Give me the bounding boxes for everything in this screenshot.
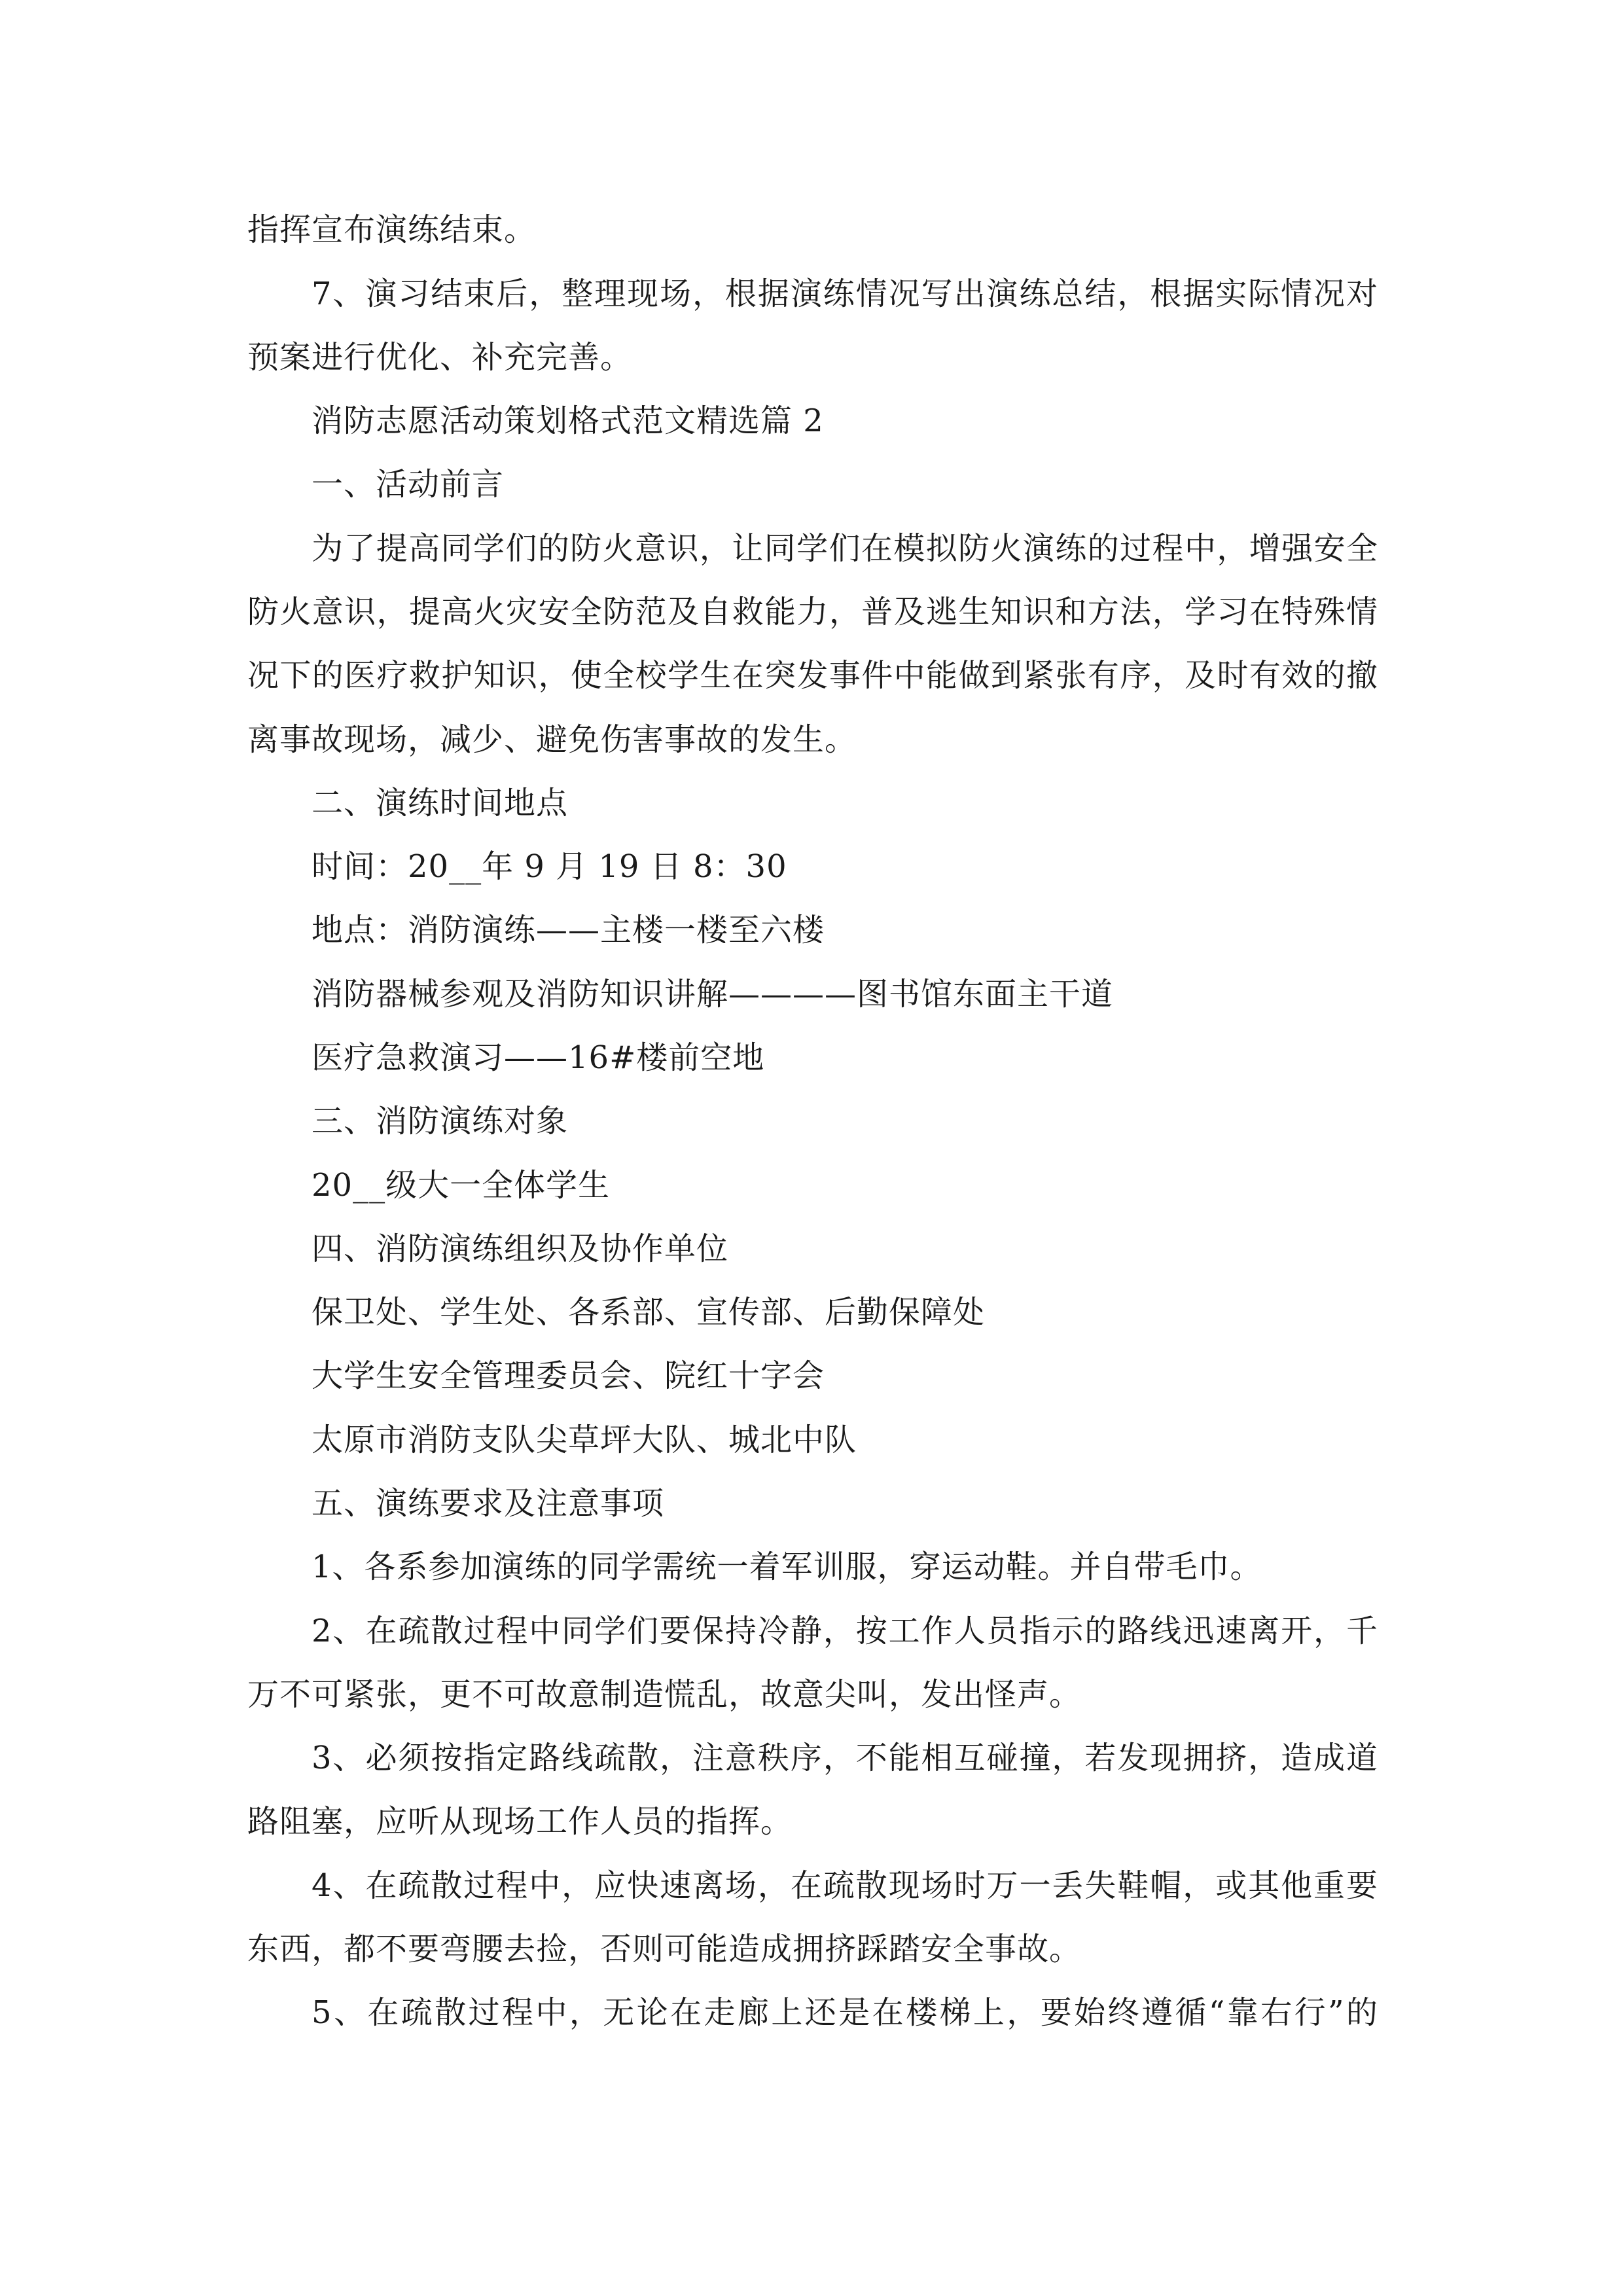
line-text: 五、演练要求及注意事项 — [312, 1485, 665, 1522]
text-line — [0, 325, 1623, 389]
text-line — [0, 1599, 1623, 1663]
text-line — [0, 643, 1623, 708]
line-text: 3、必须按指定路线疏散，注意秩序，不能相互碰撞，若发现拥挤，造成道 — [312, 1740, 1378, 1776]
line-text: 太原市消防支队尖草坪大队、城北中队 — [312, 1422, 857, 1458]
line-text: 指挥宣布演练结束。 — [247, 211, 537, 248]
line-text: 三、消防演练对象 — [312, 1103, 569, 1139]
text-line — [0, 1726, 1623, 1790]
line-text: 20__级大一全体学生 — [312, 1167, 611, 1204]
text-line — [0, 1981, 1623, 2045]
text-line — [0, 1153, 1623, 1217]
line-text: 时间：20__年 9 月 19 日 8：30 — [312, 848, 787, 885]
text-line — [0, 580, 1623, 644]
text-line — [0, 1280, 1623, 1344]
line-text: 东西，都不要弯腰去捡，否则可能造成拥挤踩踏安全事故。 — [247, 1931, 1082, 1967]
line-text: 大学生安全管理委员会、院红十字会 — [312, 1357, 825, 1394]
line-text: 7、演习结束后，整理现场，根据演练情况写出演练总结，根据实际情况对 — [312, 276, 1378, 312]
line-text: 2、在疏散过程中同学们要保持冷静，按工作人员指示的路线迅速离开，千 — [312, 1613, 1378, 1649]
line-text: 一、活动前言 — [312, 466, 505, 503]
text-line — [0, 1408, 1623, 1472]
line-text: 路阻塞，应听从现场工作人员的指挥。 — [247, 1803, 793, 1840]
line-text: 消防器械参观及消防知识讲解————图书馆东面主干道 — [312, 976, 1114, 1013]
line-text: 保卫处、学生处、各系部、宣传部、后勤保障处 — [312, 1294, 986, 1331]
line-text: 医疗急救演习——16#楼前空地 — [312, 1039, 765, 1076]
text-line — [0, 198, 1623, 262]
section-title — [0, 389, 1623, 453]
line-text: 为了提高同学们的防火意识，让同学们在模拟防火演练的过程中，增强安全 — [312, 530, 1378, 567]
text-line — [0, 1026, 1623, 1090]
text-line — [0, 834, 1623, 899]
line-text: 离事故现场，减少、避免伤害事故的发生。 — [247, 721, 857, 758]
heading-line — [0, 1217, 1623, 1281]
line-text: 万不可紧张，更不可故意制造慌乱，故意尖叫，发出怪声。 — [247, 1676, 1082, 1713]
text-line — [0, 1535, 1623, 1599]
heading-line — [0, 1089, 1623, 1153]
line-text: 防火意识，提高火灾安全防范及自救能力，普及逃生知识和方法，学习在特殊情 — [247, 594, 1378, 630]
text-line — [0, 962, 1623, 1026]
line-text: 5、在疏散过程中，无论在走廊上还是在楼梯上，要始终遵循“靠右行”的 — [312, 1994, 1378, 2031]
text-line — [0, 1344, 1623, 1408]
text-line — [0, 516, 1623, 581]
line-text: 况下的医疗救护知识，使全校学生在突发事件中能做到紧张有序，及时有效的撤 — [247, 657, 1378, 694]
text-line — [0, 1854, 1623, 1918]
heading-line — [0, 771, 1623, 835]
text-line — [0, 708, 1623, 772]
text-line — [0, 262, 1623, 326]
text-line — [0, 898, 1623, 962]
line-text: 预案进行优化、补充完善。 — [247, 339, 633, 376]
line-text: 1、各系参加演练的同学需统一着军训服，穿运动鞋。并自带毛巾。 — [312, 1549, 1262, 1585]
heading-line — [0, 1471, 1623, 1535]
heading-line — [0, 452, 1623, 516]
line-text: 地点：消防演练——主楼一楼至六楼 — [312, 912, 825, 948]
text-line — [0, 1662, 1623, 1727]
line-text: 4、在疏散过程中，应快速离场，在疏散现场时万一丢失鞋帽，或其他重要 — [312, 1867, 1378, 1904]
text-line — [0, 1917, 1623, 1981]
text-line — [0, 1789, 1623, 1854]
line-text: 消防志愿活动策划格式范文精选篇 2 — [312, 403, 824, 439]
line-text: 四、消防演练组织及协作单位 — [312, 1230, 729, 1267]
line-text: 二、演练时间地点 — [312, 785, 569, 821]
